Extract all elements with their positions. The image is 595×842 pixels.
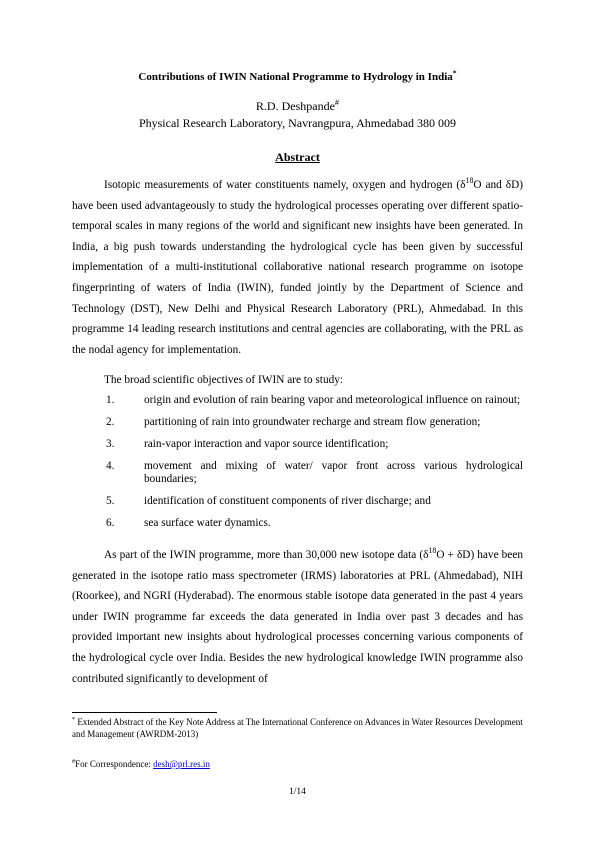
paper-title: Contributions of IWIN National Programme to Hydrology in India* [138, 68, 457, 83]
author-name: R.D. Deshpande# [255, 98, 340, 113]
results-paragraph: As part of the IWIN programme, more than 30,000 new isotope data $(\delta^{18}O + \delta D)$ have been generated in the isotope ratio mass spectrometer (IRMS) laboratories at PRL (Ahmedabad), NIH (Roorkee), and NGRI (Hyderabad). The enormous stable isotope data generated in the past 4 years under IWIN programme far exceeds the data generated in India over past 3 decades and has provided important new insights about hydrological processes concerning various components of the hydrological cycle over India. Besides the new hydrological knowledge IWIN programme also contributed significantly to development of [72, 546, 523, 685]
abstract-heading: Abstract [275, 150, 320, 164]
footnote-keynote: * Extended Abstract of the Key Note Address at The International Conference on Advances in Water Resources Development and Management (AWRDM-2013) [72, 716, 523, 739]
list-item: 4. movement and mixing of water/ vapor front across various hydrological boundaries; [106, 460, 523, 485]
list-item: 6. sea surface water dynamics. [106, 517, 271, 529]
title-footnote-mark: * [452, 68, 457, 78]
email-link[interactable]: desh@prl.res.in [153, 759, 210, 769]
author-affiliation: Physical Research Laboratory, Navrangpura, Ahmedabad 380 009 [138, 116, 457, 130]
list-item: 5. identification of constituent components of river discharge; and [106, 495, 431, 507]
objectives-intro: The broad scientific objectives of IWIN are to study: [104, 374, 344, 386]
abstract-paragraph-1: Isotopic measurements of water constituents namely, oxygen and hydrogen ($\delta^{18}O$ and δD) have been used advantageously to study the hydrological processes operating over different spatio-temporal scales in many regions of the world and significant new insights have been generated. In India, a big push towards understanding the hydrological cycle has been given by successful implementation of a multi-institutional collaborative national research programme on isotope fingerprinting of waters of India (IWIN), funded jointly by the Department of Science and Technology (DST), New Delhi and Physical Research Laboratory (PRL), Ahmedabad. In this programme 14 leading research institutions and central agencies are collaborating, with the PRL as the nodal agency for implementation. [72, 176, 523, 356]
footnote-correspondence: #For Correspondence: desh@prl.res.in [72, 758, 210, 769]
footnote-divider [72, 712, 217, 713]
page-number: 1/14 [289, 787, 306, 797]
list-item: 1. origin and evolution of rain bearing vapor and meteorological influence on rainout; [106, 394, 521, 406]
author-footnote-mark: # [334, 98, 340, 107]
list-item: 2. partitioning of rain into groundwater recharge and stream flow generation; [106, 416, 481, 428]
objectives-list [72, 394, 523, 530]
list-item: 3. rain-vapor interaction and vapor source identification; [106, 438, 389, 450]
